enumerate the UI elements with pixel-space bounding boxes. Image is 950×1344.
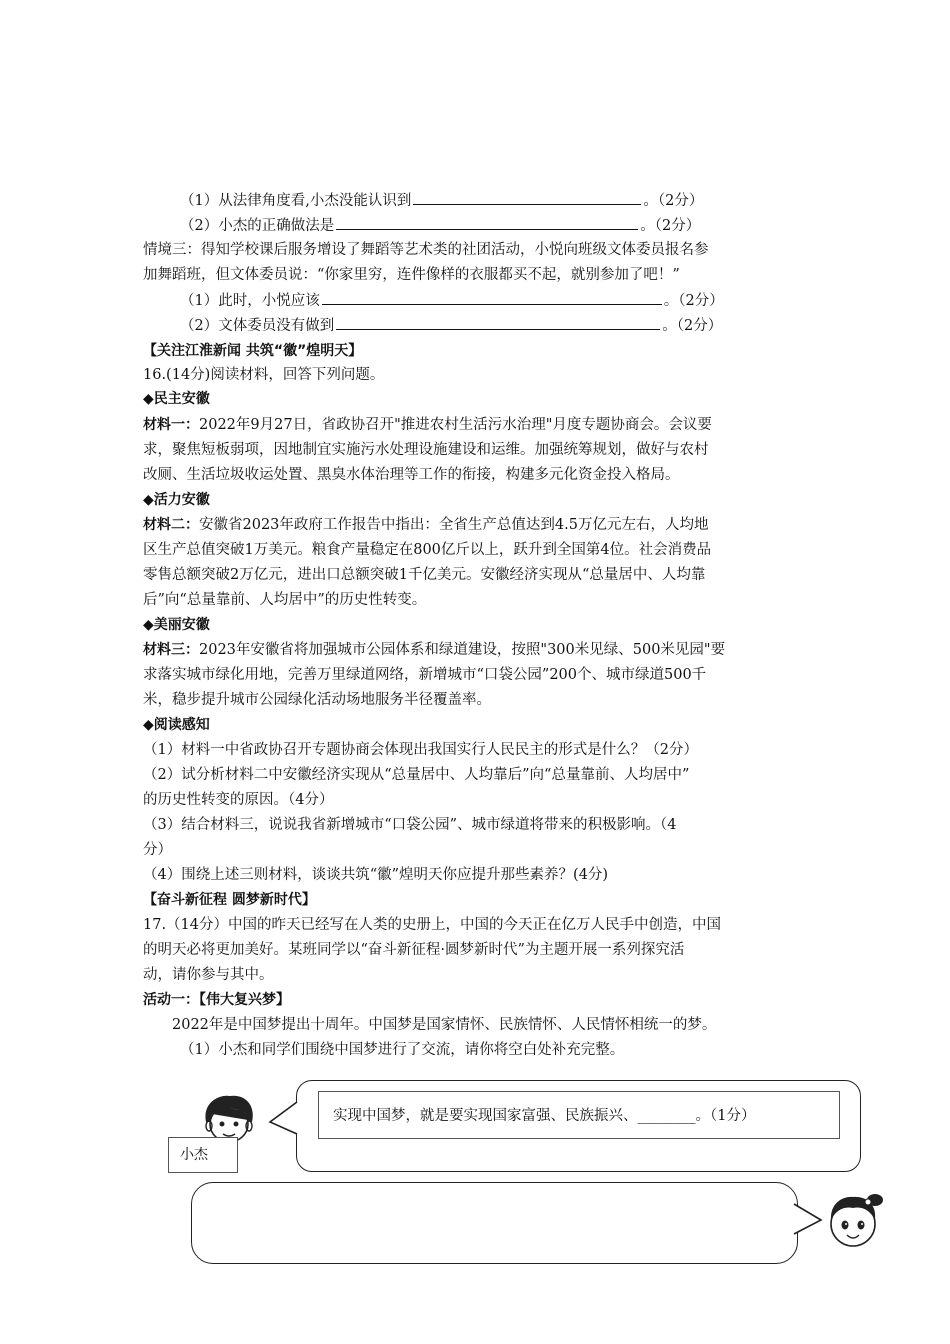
q16-sub2-line1: （2）试分析材料二中安徽经济实现从“总量居中、人均靠后”向“总量靠前、人均居中”: [143, 767, 690, 783]
score-text: 。（2分）: [663, 293, 724, 309]
question-text: （1）从法律角度看,小杰没能认识到: [180, 193, 412, 209]
q17-stem-line1: 17.（14分）中国的昨天已经写在人类的史册上，中国的今天正在亿万人民手中创造，中国: [143, 917, 722, 933]
material3-line2: 求落实城市绿化用地，完善万里绿道网络，新增城市“口袋公园”200个、城市绿道500千: [143, 667, 707, 683]
speech-bubble-bottom[interactable]: [191, 1182, 798, 1264]
activity-title: 活动一：【伟大复兴梦】: [143, 992, 290, 1008]
answer-blank[interactable]: [322, 288, 662, 305]
answer-blank[interactable]: [336, 313, 660, 330]
material-label: 材料二：: [143, 517, 199, 533]
answer-blank[interactable]: [413, 188, 641, 205]
scenario3-q1: [180, 288, 724, 313]
q17-stem-line2: 的明天必将更加美好。某班同学以“奋斗新征程·圆梦新时代”为主题开展一系列探究活: [143, 942, 685, 958]
score-text: 。（2分）: [643, 193, 704, 209]
question-text: （2）小杰的正确做法是: [180, 218, 335, 234]
answer-blank[interactable]: [336, 213, 638, 230]
material3-line1: [143, 638, 725, 662]
material2-line4: 后”向“总量靠前、人均居中”的历史性转变。: [143, 592, 427, 608]
q17-stem-line3: 动，请你参与其中。: [143, 967, 274, 983]
activity1-text: 2022年是中国梦提出十周年。中国梦是国家情怀、民族情怀、人民情怀相统一的梦。: [172, 1017, 717, 1033]
q16-sub4: （4）围绕上述三则材料，谈谈共筑“徽”煌明天你应提升那些素养？(4分): [143, 867, 609, 883]
q16-sub3-line2: 分）: [143, 842, 172, 858]
question-text: （2）文体委员没有做到: [180, 318, 335, 334]
girl-illustration: [820, 1188, 886, 1252]
material-heading: ◆活力安徽: [143, 492, 210, 508]
q16-sub2-line2: 的历史性转变的原因。（4分）: [143, 792, 334, 808]
scenario3-text-line1: 情境三：得知学校课后服务增设了舞蹈等艺术类的社团活动，小悦向班级文体委员报名参: [143, 242, 709, 258]
material-text: 安徽省2023年政府工作报告中指出：全省生产总值达到4.5万亿元左右，人均地: [199, 517, 709, 533]
scenario3-q2: [180, 313, 722, 338]
material-heading: ◆美丽安徽: [143, 617, 210, 633]
bubble1-answer-box: [318, 1091, 840, 1139]
material-heading: ◆阅读感知: [143, 717, 210, 733]
material1-line3: 改厕、生活垃圾收运处置、黑臭水体治理等工作的衔接，构建多元化资金投入格局。: [143, 467, 680, 483]
material-label: 材料三：: [143, 642, 199, 658]
section-title: 【关注江淮新闻 共筑“徽”煌明天】: [143, 343, 363, 359]
section-title: 【奋斗新征程 圆梦新时代】: [143, 892, 316, 908]
material1-line1: [143, 413, 712, 437]
material-text: 2023年安徽省将加强城市公园体系和绿道建设，按照"300米见绿、500米见园"要: [199, 642, 726, 658]
bubble-tail-left: [268, 1100, 298, 1140]
q16-stem: 16.(14分)阅读材料，回答下列问题。: [143, 367, 385, 383]
material-label: 材料一：: [143, 417, 199, 433]
scenario3-text-line2: 加舞蹈班，但文体委员说：“你家里穷，连件像样的衣服都买不起，就别参加了吧！”: [143, 267, 680, 283]
score-text: 。（2分）: [640, 218, 701, 234]
name-tag-label: 小杰: [180, 1147, 208, 1163]
q16-sub1: （1）材料一中省政协召开专题协商会体现出我国实行人民民主的形式是什么？（2分）: [143, 742, 698, 758]
material-text: 2022年9月27日，省政协召开"推进农村生活污水治理"月度专题协商会。会议要: [199, 417, 712, 433]
bubble1-text: 实现中国梦，就是要实现国家富强、民族振兴、________。（1分）: [333, 1108, 756, 1124]
material-heading: ◆民主安徽: [143, 391, 210, 407]
score-text: 。（2分）: [662, 318, 723, 334]
scenario2-q2: [180, 213, 700, 238]
material3-line3: 米，稳步提升城市公园绿化活动场地服务半径覆盖率。: [143, 692, 491, 708]
material2-line1: [143, 513, 708, 537]
q16-sub3-line1: （3）结合材料三，说说我省新增城市“口袋公园”、城市绿道将带来的积极影响。（4: [143, 817, 677, 833]
scenario2-q1: [180, 188, 703, 213]
bubble-tail-right: [793, 1200, 823, 1240]
material2-line3: 零售总额突破2万亿元，进出口总额突破1千亿美元。安徽经济实现从“总量居中、人均靠: [143, 567, 706, 583]
name-tag-box: [168, 1137, 238, 1173]
material1-line2: 求，聚焦短板弱项，因地制宜实施污水处理设施建设和运维。加强统筹规划，做好与农村: [143, 442, 709, 458]
question-text: （1）此时，小悦应该: [180, 293, 320, 309]
material2-line2: 区生产总值突破1万美元。粮食产量稳定在800亿斤以上，跃升到全国第4位。社会消费品: [143, 542, 712, 558]
activity1-question1: （1）小杰和同学们围绕中国梦进行了交流，请你将空白处补充完整。: [180, 1042, 625, 1058]
